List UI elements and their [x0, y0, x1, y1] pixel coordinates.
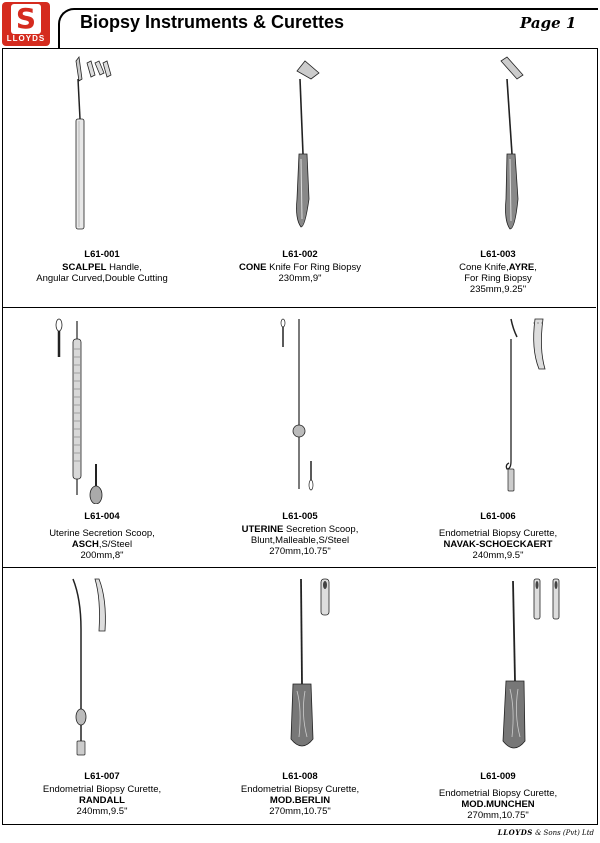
product-size: 200mm,8" [80, 550, 124, 561]
product-code: L61-002 [282, 249, 318, 260]
product-size: 270mm,10.75" [467, 810, 529, 821]
product-desc: Knife For Ring Biopsy [266, 262, 361, 273]
product-size: 240mm,9.5" [76, 806, 128, 817]
product-desc: Endometrial Biopsy Curette, [438, 528, 558, 539]
product-cell-l61-006 [399, 309, 597, 567]
product-cell-l61-008 [201, 569, 399, 827]
product-cell-l61-007 [3, 569, 201, 827]
product-desc: ,S/Steel [98, 539, 133, 550]
secretion-scoop-asch-icon [3, 309, 201, 504]
product-name: AYRE [508, 262, 535, 273]
uterine-secretion-scoop-icon [201, 309, 399, 504]
product-size: 235mm,9.25" [469, 284, 527, 295]
curette-randall-icon [3, 569, 201, 764]
footer-brand: LLOYDS [497, 828, 533, 837]
logo-letter: S [11, 4, 41, 34]
product-name: MOD.BERLIN [269, 795, 331, 806]
curette-mod-berlin-icon [201, 569, 399, 764]
product-cell-l61-002 [201, 49, 399, 307]
product-size: 240mm,9.5" [472, 550, 524, 561]
product-name: MOD.MUNCHEN [461, 799, 535, 810]
product-name: CONE [239, 262, 267, 273]
lloyds-logo-icon [2, 2, 50, 46]
curette-mod-munchen-icon [399, 569, 597, 764]
product-code: L61-007 [84, 771, 120, 782]
footer-rest: & Sons (Pvt) Ltd [532, 829, 594, 837]
product-code: L61-003 [480, 249, 516, 260]
product-cell-l61-009 [399, 569, 597, 827]
product-code: L61-001 [84, 249, 120, 260]
product-cell-l61-005 [201, 309, 399, 567]
product-desc: Secretion Scoop, [283, 524, 359, 535]
product-cell-l61-003: L61-003 Cone Knife,AYRE, For Ring Biopsy 235mm,9.25" [399, 49, 597, 307]
product-desc: Uterine Secretion Scoop, [49, 528, 155, 539]
product-name: NAVAK-SCHOECKAERT [443, 539, 553, 550]
product-cell-l61-001 [3, 49, 201, 307]
product-name: UTERINE [241, 524, 284, 535]
product-desc: Endometrial Biopsy Curette, [42, 784, 162, 795]
product-desc: Blunt,Malleable,S/Steel [250, 535, 350, 546]
product-code: L61-008 [282, 771, 318, 782]
product-size: 230mm,9" [278, 273, 322, 284]
product-code: L61-004 [84, 511, 120, 522]
row-divider [3, 307, 596, 308]
product-code: L61-006 [480, 511, 516, 522]
product-size: 270mm,10.75" [269, 546, 331, 557]
curette-navak-icon [399, 309, 597, 504]
product-name: ASCH [71, 539, 99, 550]
product-desc: Endometrial Biopsy Curette, [438, 788, 558, 799]
scalpel-handle-icon [3, 49, 201, 244]
logo-text: LLOYDS [6, 34, 46, 43]
product-size: 270mm,10.75" [269, 806, 331, 817]
product-code: L61-009 [480, 771, 516, 782]
product-desc: Cone Knife, [459, 262, 509, 273]
product-desc: Angular Curved,Double Cutting [36, 273, 168, 284]
row-divider [3, 567, 596, 568]
cone-knife-ayre-icon [399, 49, 597, 244]
page-number: Page 1 [520, 14, 577, 32]
footer-company [498, 828, 594, 837]
product-name: RANDALL [79, 795, 125, 806]
product-name: SCALPEL [62, 262, 107, 273]
page-title: Biopsy Instruments & Curettes [80, 12, 345, 32]
product-desc: Endometrial Biopsy Curette, [240, 784, 360, 795]
product-grid [2, 48, 598, 825]
product-desc: Handle, [106, 262, 142, 273]
page-header [0, 0, 600, 48]
product-code: L61-005 [282, 511, 318, 522]
product-desc: For Ring Biopsy [464, 273, 532, 284]
cone-knife-icon [201, 49, 399, 244]
product-cell-l61-004 [3, 309, 201, 567]
